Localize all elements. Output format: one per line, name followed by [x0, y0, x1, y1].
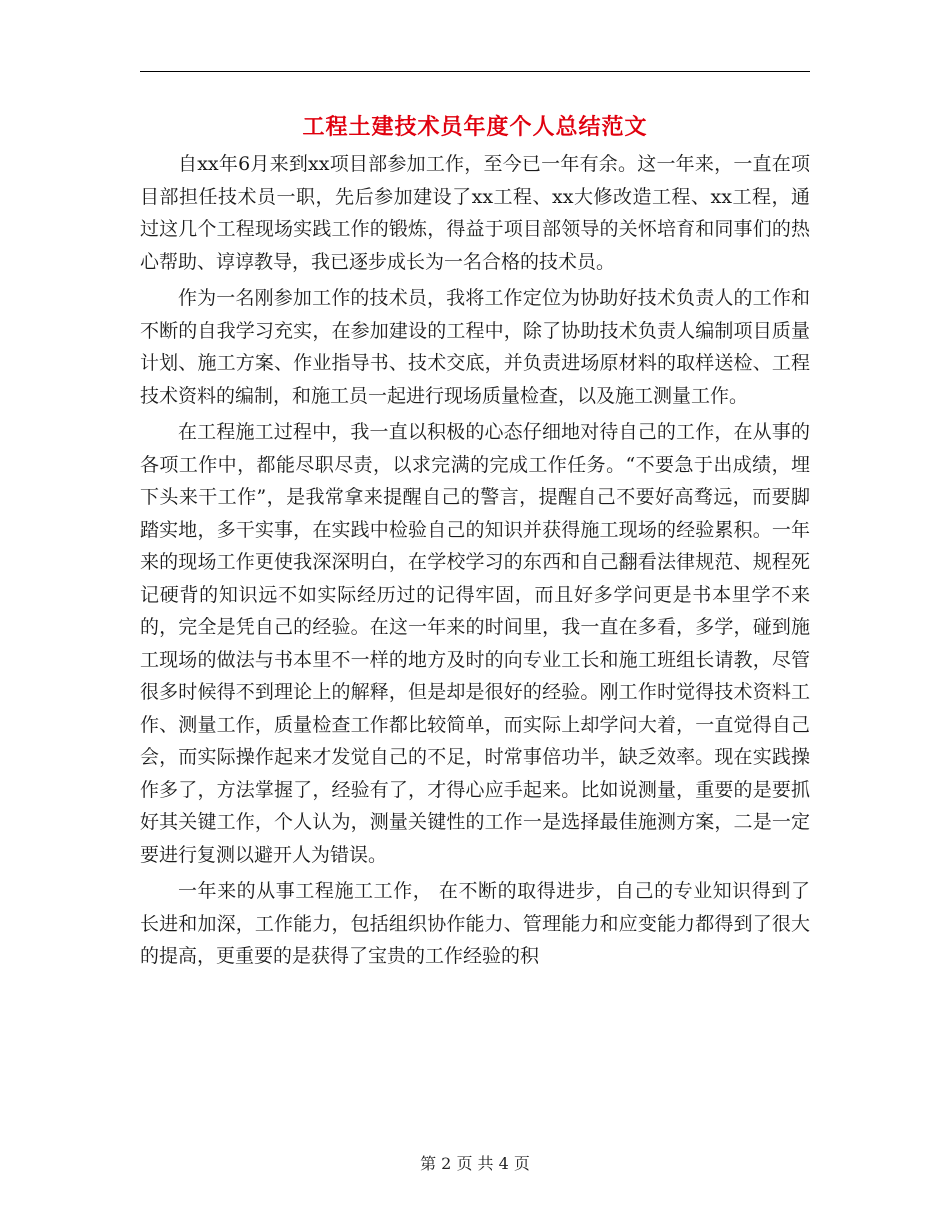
page-number-footer: 第 2 页 共 4 页 — [420, 1154, 530, 1173]
document-title: 工程土建技术员年度个人总结范文 — [302, 114, 648, 140]
document-body — [140, 148, 810, 977]
paragraph-1: 自xx年6月来到xx项目部参加工作，至今已一年有余。这一年来，一直在项目部担任技术员一职，先后参加建设了xx工程、xx大修改造工程、xx工程，通过这几个工程现场实践工作的锻炼，得益于项目部领导的关怀培育和同事们的热心帮助、谆谆教导，我已逐步成长为一名合格的技术员。 — [140, 153, 810, 273]
paragraph-2: 作为一名刚参加工作的技术员，我将工作定位为协助好技术负责人的工作和不断的自我学习充实，在参加建设的工程中，除了协助技术负责人编制项目质量计划、施工方案、作业指导书、技术交底，并负责进场原材料的取样送检、工程技术资料的编制，和施工员一起进行现场质量检查，以及施工测量工作。 — [140, 287, 810, 407]
paragraph-3: 在工程施工过程中，我一直以积极的心态仔细地对待自己的工作，在从事的各项工作中，都能尽职尽责，以求完满的完成工作任务。“不要急于出成绩，埋下头来干工作”，是我常拿来提醒自己的警言，提醒自己不要好高骛远，而要脚踏实地，多干实事，在实践中检验自己的知识并获得施工现场的经验累积。一年来的现场工作更使我深深明白，在学校学习的东西和自己翻看法律规范、规程死记硬背的知识远不如实际经历过的记得牢固，而且好多学问更是书本里学不来的，完全是凭自己的经验。在这一年来的时间里，我一直在多看，多学，碰到施工现场的做法与书本里不一样的地方及时的向专业工长和施工班组长请教，尽管很多时候得不到理论上的解释，但是却是很好的经验。刚工作时觉得技术资料工作、测量工作，质量检查工作都比较简单，而实际上却学问大着，一直觉得自己会，而实际操作起来才发觉自己的不足，时常事倍功半，缺乏效率。现在实践操作多了，方法掌握了，经验有了，才得心应手起来。比如说测量，重要的是要抓好其关键工作，个人认为，测量关键性的工作一是选择最佳施测方案，二是一定要进行复测以避开人为错误。 — [140, 421, 810, 866]
paragraph-4: 一年来的从事工程施工工作， 在不断的取得进步，自己的专业知识得到了长进和加深，工作能力，包括组织协作能力、管理能力和应变能力都得到了很大的提高，更重要的是获得了宝贵的工作经验的积 — [140, 880, 810, 967]
header-rule — [140, 71, 810, 72]
